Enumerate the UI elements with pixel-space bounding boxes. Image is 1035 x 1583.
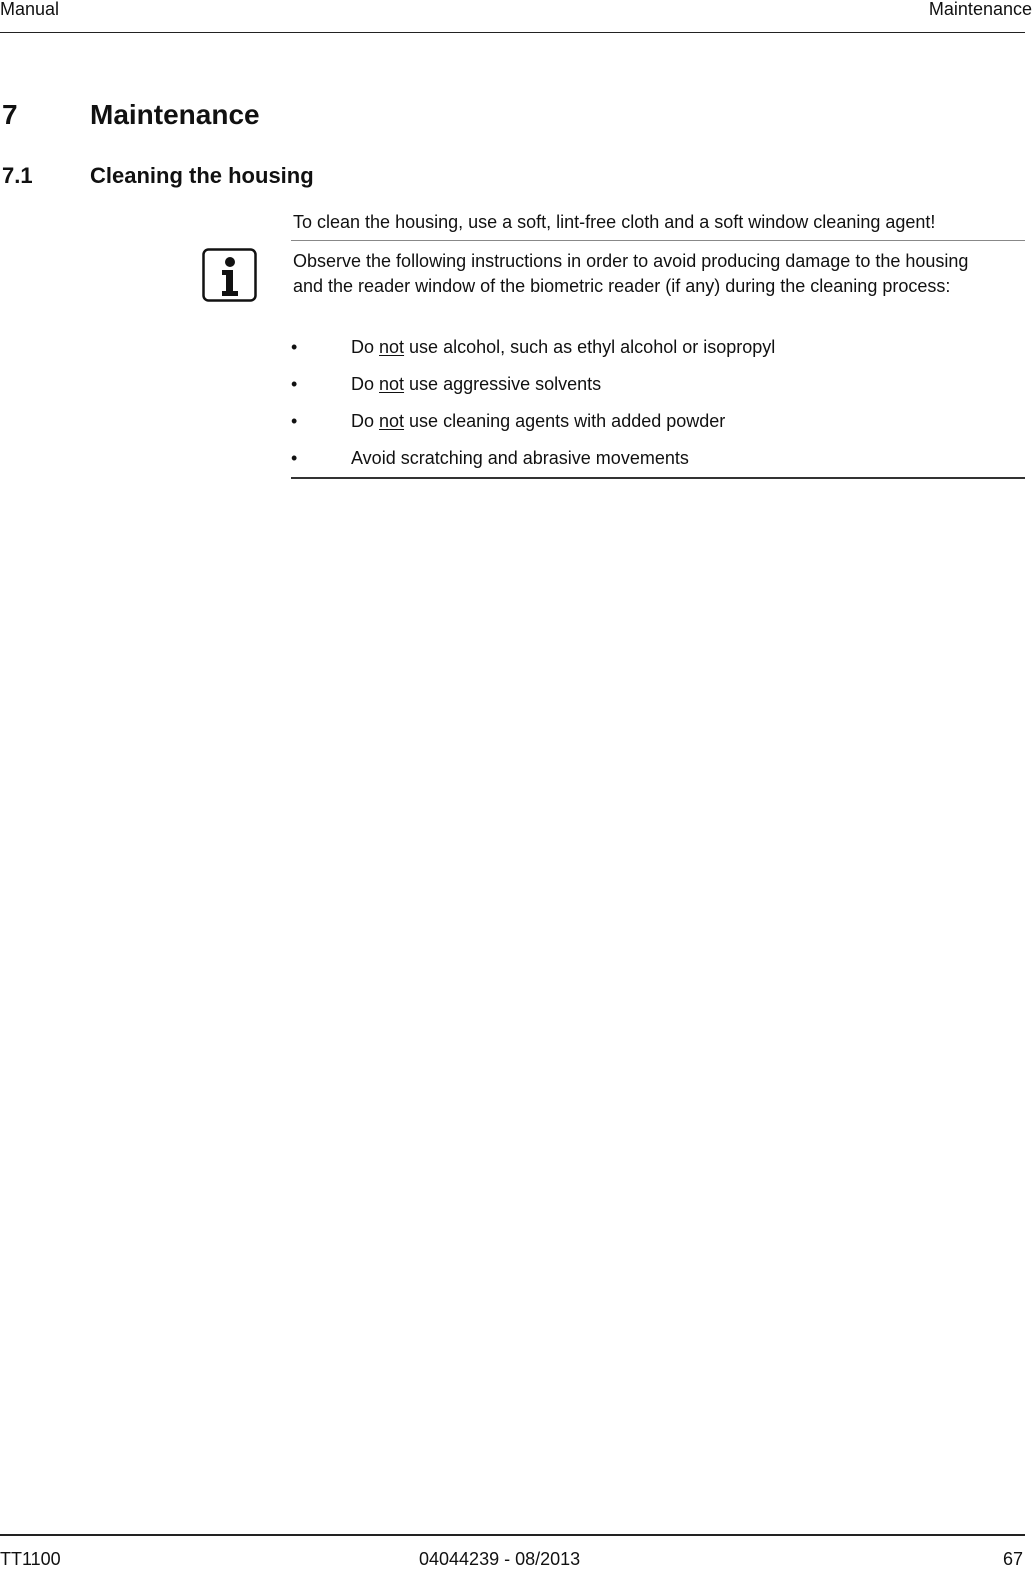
- emphasis-not: not: [379, 411, 405, 431]
- list-item-text: Do not use cleaning agents with added powder: [351, 411, 726, 431]
- bullet-icon: •: [291, 374, 298, 394]
- bullet-icon: •: [291, 411, 298, 431]
- note-text: Observe the following instructions in order to avoid producing damage to the housing and the reader window of the biometric reader (if any) during the cleaning process:: [293, 251, 969, 296]
- header-chapter: Maintenance: [928, 0, 1032, 19]
- header-divider: [0, 32, 1025, 33]
- list-item-text: Do not use aggressive solvents: [351, 374, 602, 394]
- info-icon: [202, 248, 257, 302]
- header-doc-type: Manual: [0, 0, 60, 19]
- subsection-number: 7.1: [2, 163, 33, 188]
- bullet-icon: •: [291, 448, 298, 468]
- list-item-text: Avoid scratching and abrasive movements: [351, 448, 689, 468]
- footer-product: TT1100: [0, 1549, 61, 1569]
- note-top-divider: [291, 240, 1025, 241]
- footer-divider: [0, 1534, 1025, 1536]
- emphasis-not: not: [379, 337, 405, 357]
- page-number: 67: [1002, 1549, 1023, 1569]
- intro-paragraph: To clean the housing, use a soft, lint-free cloth and a soft window cleaning agent!: [293, 212, 936, 232]
- note-bottom-divider: [291, 477, 1025, 479]
- section-number: 7: [2, 99, 18, 130]
- bullet-icon: •: [291, 337, 298, 357]
- subsection-title: Cleaning the housing: [90, 163, 314, 188]
- emphasis-not: not: [379, 374, 405, 394]
- list-item-text: Do not use alcohol, such as ethyl alcohol or isopropyl: [351, 337, 776, 357]
- section-title: Maintenance: [90, 99, 260, 130]
- footer-doc-number: 04044239 - 08/2013: [419, 1549, 581, 1569]
